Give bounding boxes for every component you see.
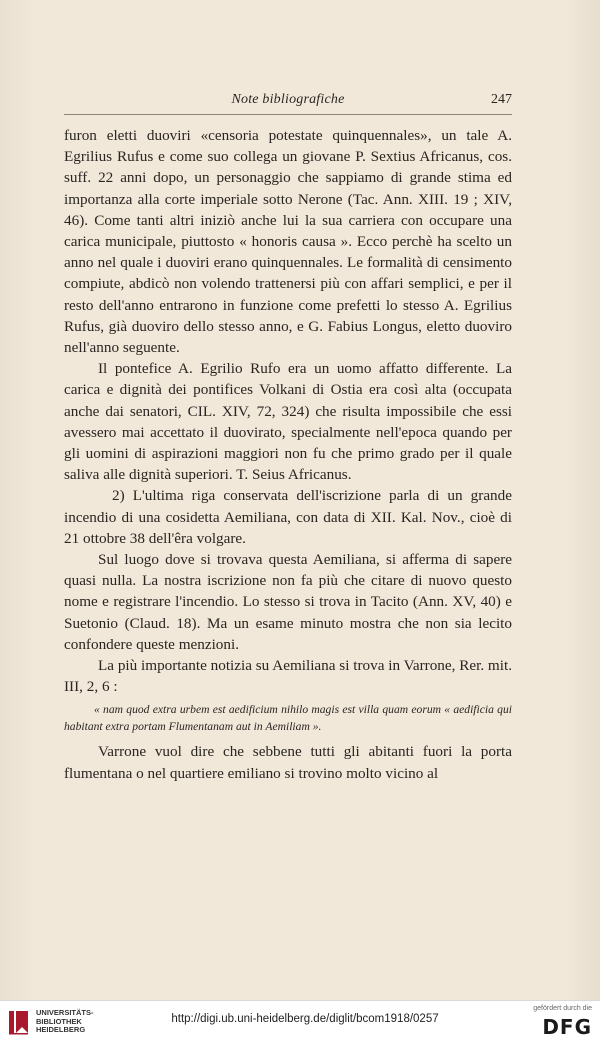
paragraph-4: Sul luogo dove si trovava questa Aemiliana, si afferma di sapere quasi nulla. La nostra iscrizione non fa più che citare di nuovo questo nome e registrare l'incendio. Lo stesso si trova in Tacito (Ann. XV, 40) e Suetonio (Claud. 18). Ma un esame minuto mostra che non sia lecito confondere queste menzioni.: [64, 551, 512, 653]
university-library-logo-icon: [8, 1009, 30, 1035]
library-name: [36, 1009, 96, 1035]
library-name-line-3: HEIDELBERG: [36, 1025, 86, 1035]
body-text: [64, 125, 512, 784]
funded-by-label: gefördert durch die: [533, 1005, 592, 1012]
digitization-footer: [0, 1000, 600, 1042]
permalink-url[interactable]: http://digi.ub.uni-heidelberg.de/diglit/bcom1918/0257: [171, 1013, 439, 1025]
paragraph-3: 2) L'ultima riga conservata dell'iscrizione parla di un grande incendio di una cosidetta Aemiliana, con data di XII. Kal. Nov., cioè di 21 ottobre 38 dell'êra volgare.: [64, 487, 512, 547]
running-title: Note bibliografiche: [231, 92, 345, 107]
paragraph-1: furon eletti duoviri «censoria potestate quinquennales», un tale A. Egrilius Rufus e come suo collega un giovane P. Sextius Africanus, cos. suff. 22 anni dopo, un personaggio che sappiamo di grande stima ed importanza alla corte imperiale sotto Nerone (Tac. Ann. XIII. 19 ; XIV, 46). Come tanti altri iniziò anche lui la sua carriera con occupare una carica municipale, piuttosto « honoris causa ». Ecco perchè ha scelto un anno nel quale i duoviri erano quinquennales. Le formalità di censimento compiute, abdicò non volendo trattenersi più con affari semplici, e per il resto dell'anno entrarono in funzione come prefetti lo stesso A. Egrilius Rufus, già duoviro dello stesso anno, e G. Fabius Longus, eletto duoviro nell'anno seguente.: [64, 127, 512, 357]
latin-quotation: « nam quod extra urbem est aedificium nihilo magis est villa quam eorum « aedificia qui habitant extra portam Flumentanam aut in Aemiliam ».: [64, 703, 512, 734]
library-name-line-2: BIBLIOTHEK: [36, 1016, 82, 1026]
paragraph-2: Il pontefice A. Egrilio Rufo era un uomo affatto differente. La carica e dignità dei pontifices Volkani di Ostia era così alta (occupata anche dai senatori, CIL. XIV, 72, 324) che risulta impossibile che essi avessero mai accettato il duovirato, specialmente nell'epoca quando per gli uomini di aspirazioni maggiori non fu che primo grado per il quale saliva alle dignità superiori. T. Seius Africanus.: [64, 360, 512, 484]
page-header: [64, 92, 512, 115]
library-name-line-1: UNIVERSITÄTS-: [36, 1008, 94, 1017]
page-number: 247: [491, 92, 512, 107]
paragraph-5: La più importante notizia su Aemiliana si trova in Varrone, Rer. mit. III, 2, 6 :: [64, 657, 512, 696]
dfg-logo: DFG: [542, 1015, 592, 1039]
paragraph-6: Varrone vuol dire che sebbene tutti gli abitanti fuori la porta flumentana o nel quartiere emiliano si trovino molto vicino al: [64, 743, 512, 782]
